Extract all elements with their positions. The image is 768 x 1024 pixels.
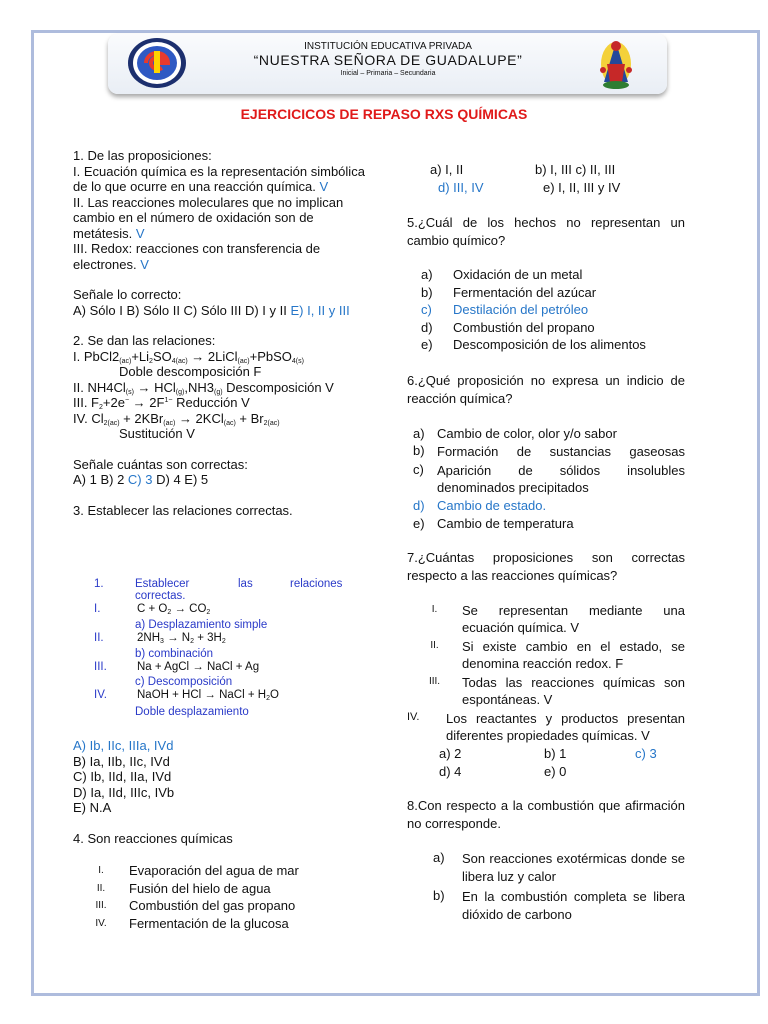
q3-intro: 3. Establecer las relaciones correctas.	[73, 502, 293, 518]
img-option-b: b) combinación	[135, 648, 213, 660]
q4-option-b: b) I, III c) II, III	[535, 162, 616, 177]
q5-answer-key: c)	[421, 302, 432, 317]
q8-option-key: b)	[433, 888, 445, 903]
q1-answer: E) I, II y III	[290, 302, 350, 318]
q7-option-e: e) 0	[544, 763, 567, 779]
q5-option: Combustión del propano	[453, 319, 595, 335]
q1-prop1: I. Ecuación química es la representación simbólica de lo que ocurre en una reacción química.	[73, 163, 365, 194]
q8-option: Son reacciones exotérmicas donde se libera luz y calor	[462, 851, 685, 884]
q8-intro: 8.Con respecto a la combustión que afirmación no corresponde.	[407, 798, 685, 831]
q7-item: Se representan mediante una ecuación química. V	[462, 603, 685, 635]
q5-option: Oxidación de un metal	[453, 267, 583, 282]
q3-option-d: D) Ia, IId, IIIc, IVb	[73, 784, 175, 800]
img-heading-word-4: correctas.	[135, 590, 186, 602]
q4-answer: d) III, IV	[438, 179, 484, 195]
img-heading-number: 1.	[94, 578, 104, 590]
q5-option-key: a)	[421, 267, 433, 282]
q6-option: Aparición de sólidos insolubles denominados precipitados	[437, 463, 685, 495]
q1-prop1-mark: V	[319, 179, 329, 194]
header-institution-type: INSTITUCIÓN EDUCATIVA PRIVADA	[304, 41, 472, 52]
q4-item: Combustión del gas propano	[129, 898, 296, 913]
q1-prop3-mark: V	[140, 256, 149, 272]
q1-intro: 1. De las proposiciones:	[73, 148, 212, 163]
header-institution-name: “NUESTRA SEÑORA DE GUADALUPE”	[253, 52, 523, 68]
q2-answer: C) 3	[127, 472, 153, 487]
img-option-d: Doble desplazamiento	[135, 706, 249, 718]
img-equation-3: Na + AgCl → NaCl + Ag	[137, 661, 260, 673]
q4-item: Fusión del hielo de agua	[129, 880, 271, 896]
q2-relation-3-label: Reducción V	[176, 395, 250, 410]
q5-option: Descomposición de los alimentos	[453, 337, 646, 352]
q8-option-key: a)	[433, 850, 445, 865]
q2-relation-4-label: Sustitución V	[119, 426, 195, 441]
q4-item: Evaporación del agua de mar	[129, 863, 299, 878]
q2-options-a: A) 1 B) 2	[73, 472, 125, 487]
q5-option-key: e)	[421, 337, 433, 352]
q5-option-key: b)	[421, 284, 433, 300]
q3-option-e: E) N.A	[73, 800, 112, 815]
q5-option: Fermentación del azúcar	[453, 284, 597, 300]
q3-option-b: B) Ia, IIb, IIc, IVd	[73, 753, 170, 769]
q4-item-num: I.	[98, 865, 104, 876]
q2-intro: 2. Se dan las relaciones:	[73, 333, 216, 348]
right-column	[407, 162, 685, 924]
q6-option-key: a)	[413, 425, 425, 441]
img-heading-word-3: relaciones	[290, 578, 343, 590]
q3-option-c: C) Ib, IId, IIa, IVd	[73, 769, 172, 784]
img-roman-4: IV.	[94, 689, 108, 701]
q6-option-key: e)	[413, 515, 425, 531]
q6-option-key: b)	[413, 443, 425, 458]
q2-ask: Señale cuántas son correctas:	[73, 456, 248, 472]
q1-prop2-mark: V	[135, 225, 145, 241]
q2-relation-1: I. $PbCl2_{(ac)}+Li_2SO_{4(ac)}$ → 2LiCl$_{(ac)}$+PbSO$_{4(s)}$	[73, 348, 304, 365]
q2-relation-4: IV. $Cl_{2(ac)} + 2KBr_{(ac)} \to 2KCl_{(ac)} + Br_{2(ac)}$	[73, 410, 280, 427]
q4-option-e: e) I, II, III y IV	[543, 179, 621, 195]
q6-intro: 6.¿Qué proposición no expresa un indicio de reacción química?	[407, 372, 685, 406]
img-roman-3: III.	[94, 661, 107, 673]
q4-item: Fermentación de la glucosa	[129, 915, 289, 931]
q2-relation-1-label: Doble descomposición F	[119, 364, 262, 379]
q7-item-num: IV.	[407, 711, 420, 723]
img-heading-word-2: las	[238, 578, 253, 590]
q4-item-num: II.	[96, 882, 106, 894]
q5-option-key: d)	[421, 319, 433, 335]
img-roman-2: II.	[94, 632, 104, 644]
q1-options: A) Sólo I B) Sólo II C) Sólo III D) I y II	[73, 302, 287, 318]
q2-relation-3: III. $F_2+2e^- \to 2F^{1-}$ Reducción V	[73, 395, 250, 411]
q6-option: Cambio de temperatura	[437, 515, 574, 531]
img-equation-4: NaOH + HCl → NaCl + $H_2O$	[137, 689, 279, 702]
q7-intro: 7.¿Cuántas proposiciones son correctas respecto a las reacciones químicas?	[407, 550, 685, 583]
img-equation-2: $2NH_3 \to N_2 + 3H_2$	[137, 632, 226, 645]
q5-intro: 5.¿Cuál de los hechos no representan un cambio químico?	[407, 215, 685, 248]
img-equation-1: $C + O_2 \to CO_2$	[137, 603, 211, 616]
q7-item: Todas las reacciones químicas son espontáneas. V	[462, 675, 685, 707]
q4-item-num: III.	[95, 900, 107, 911]
q1-ask: Señale lo correcto:	[73, 287, 182, 302]
img-heading-word-1: Establecer	[135, 578, 190, 590]
q7-item: Si existe cambio en el estado, se denomina reacción redox. F	[462, 639, 685, 671]
q2-options-b: D) 4 E) 5	[156, 472, 209, 487]
q2-relation-2: II. $NH4Cl_{(s)} \to HCl_{(g)},NH3_{(g)}$ Descomposición V	[73, 379, 334, 396]
q7-option-d: d) 4	[439, 763, 462, 779]
document-title: EJERCICICOS DE REPASO RXS QUÍMICAS	[240, 106, 528, 122]
q6-answer-key: d)	[413, 498, 425, 513]
q2-relation-2-label: Descomposición V	[226, 379, 334, 395]
q7-answer: c) 3	[635, 746, 657, 761]
q7-option-a: a) 2	[439, 746, 462, 761]
q3-answer: A) Ib, IIc, IIIa, IVd	[73, 738, 174, 753]
q3-answers	[73, 738, 365, 931]
img-option-c: c) Descomposición	[135, 676, 233, 688]
q8-option: En la combustión completa se libera dióxido de carbono	[462, 889, 685, 922]
q1-prop3: III. Redox: reacciones con transferencia de electrones.	[73, 241, 321, 272]
q6-option: Cambio de color, olor y/o sabor	[437, 425, 617, 441]
q7-item-num: III.	[428, 676, 441, 687]
q6-option-key: c)	[413, 462, 424, 477]
q1-prop2: II. Las reacciones moleculares que no implican cambio en el número de oxidación son de metátesis.	[73, 194, 344, 241]
q7-item-num: I.	[431, 604, 438, 615]
q4-intro: 4. Son reacciones químicas	[73, 830, 233, 846]
q5-answer: Destilación del petróleo	[453, 302, 589, 317]
q7-item-num: II.	[430, 640, 439, 651]
q4-option-a: a) I, II	[430, 162, 464, 177]
img-roman-1: I.	[94, 603, 101, 615]
q7-option-b: b) 1	[544, 746, 567, 761]
q6-answer: Cambio de estado.	[437, 498, 547, 513]
q4-item-num: IV.	[95, 917, 107, 929]
header-levels: Inicial – Primaria – Secundaria	[340, 70, 436, 77]
left-column	[73, 148, 365, 518]
q6-option: Formación de sustancias gaseosas	[437, 444, 685, 459]
img-option-a: a) Desplazamiento simple	[135, 619, 268, 631]
q7-item: Los reactantes y productos presentan diferentes propiedades químicas. V	[446, 711, 685, 743]
q3-exercise-image	[92, 575, 362, 725]
